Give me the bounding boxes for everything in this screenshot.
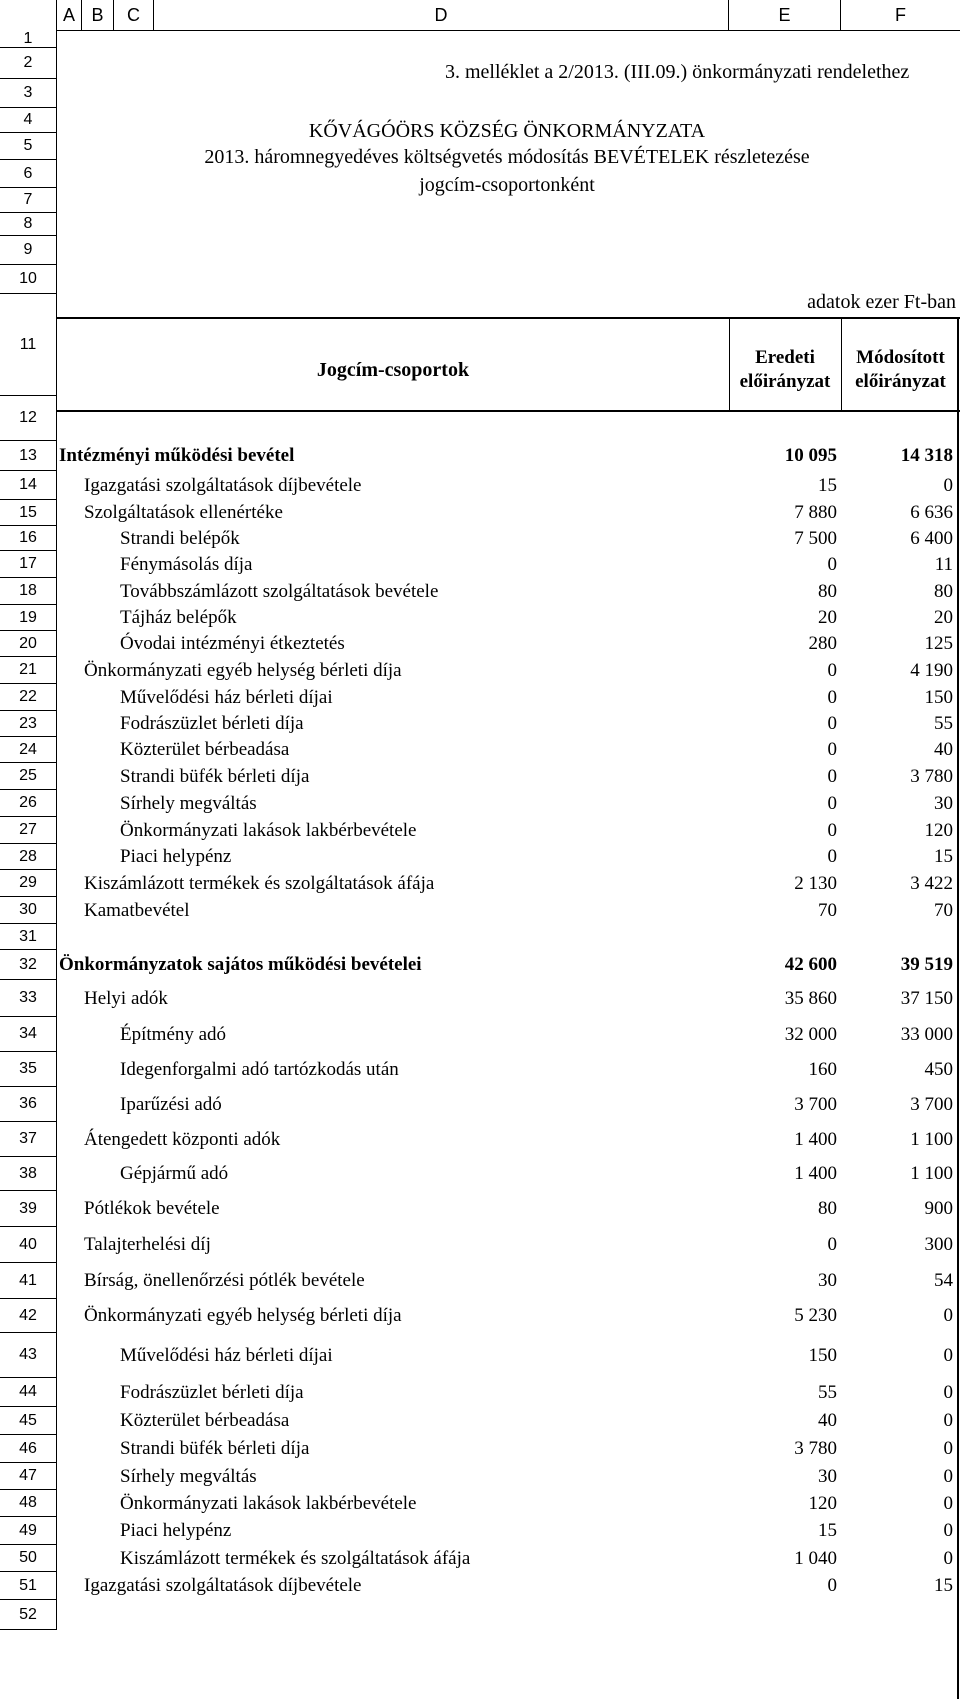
header-divider-f [841, 318, 842, 412]
document-subtitle: jogcím-csoportonként [419, 174, 595, 196]
modified-value[interactable]: 30 [934, 792, 953, 814]
modified-value[interactable]: 125 [924, 633, 953, 654]
modified-value[interactable]: 33 000 [900, 1023, 953, 1045]
original-value[interactable]: 80 [818, 1198, 837, 1219]
row-label[interactable]: Strandi büfék bérleti díja [120, 1438, 310, 1459]
modified-value[interactable]: 6 636 [910, 502, 953, 523]
original-value[interactable]: 80 [818, 580, 837, 602]
organization-title: KŐVÁGÓÖRS KÖZSÉG ÖNKORMÁNYZATA [308, 120, 706, 142]
row-label[interactable]: Intézményi működési bevétel [59, 445, 295, 466]
modified-value[interactable]: 14 318 [900, 445, 953, 466]
row-label[interactable]: Fodrászüzlet bérleti díja [120, 713, 304, 734]
original-value[interactable]: 7 500 [794, 527, 837, 549]
row-label[interactable]: Sírhely megváltás [120, 1465, 257, 1487]
modified-value[interactable]: 70 [934, 899, 953, 921]
row-label[interactable]: Önkormányzati egyéb helység bérleti díja [84, 659, 402, 681]
row-header-3[interactable]: 3 [0, 79, 57, 108]
modified-value[interactable]: 0 [943, 1520, 953, 1541]
original-value[interactable]: 0 [827, 846, 837, 867]
modified-value[interactable]: 3 780 [910, 765, 953, 787]
original-value[interactable]: 2 130 [794, 872, 837, 894]
row-header-20[interactable]: 20 [0, 631, 57, 657]
row-header-36[interactable]: 36 [0, 1087, 57, 1122]
row-header-34[interactable]: 34 [0, 1017, 57, 1052]
modified-value[interactable]: 11 [934, 553, 953, 575]
unit-note: adatok ezer Ft-ban [807, 290, 956, 313]
table-right-border [957, 318, 959, 1699]
original-value[interactable]: 30 [818, 1465, 837, 1487]
modified-value[interactable]: 150 [924, 686, 953, 708]
original-value[interactable]: 150 [808, 1344, 837, 1366]
modified-value[interactable]: 37 150 [900, 987, 953, 1009]
row-header-24[interactable]: 24 [0, 737, 57, 763]
row-header-9[interactable]: 9 [0, 236, 57, 265]
row-label[interactable]: Átengedett központi adók [84, 1128, 281, 1150]
original-value[interactable]: 42 600 [784, 954, 837, 975]
modified-value[interactable]: 900 [924, 1198, 953, 1219]
row-header-5[interactable]: 5 [0, 133, 57, 160]
row-header-47[interactable]: 47 [0, 1463, 57, 1490]
row-header-12[interactable]: 12 [0, 396, 57, 441]
original-value[interactable]: 3 700 [794, 1093, 837, 1115]
modified-value[interactable]: 40 [934, 739, 953, 760]
row-header-22[interactable]: 22 [0, 684, 57, 711]
row-header-4[interactable]: 4 [0, 108, 57, 133]
row-label[interactable]: Fénymásolás díja [120, 553, 253, 575]
select-all-corner[interactable] [0, 0, 57, 30]
modified-value[interactable]: 3 422 [910, 872, 953, 894]
modified-value[interactable]: 15 [934, 1575, 953, 1596]
modified-value[interactable] [841, 924, 957, 950]
modified-value[interactable]: 4 190 [910, 659, 953, 681]
row-label[interactable]: Strandi büfék bérleti díja [120, 765, 310, 787]
modified-value[interactable]: 3 700 [910, 1093, 953, 1115]
row-label[interactable]: Közterület bérbeadása [120, 739, 290, 760]
row-header-39[interactable]: 39 [0, 1191, 57, 1227]
column-title-original-line2: előirányzat [739, 371, 831, 392]
row-header-44[interactable]: 44 [0, 1378, 57, 1407]
row-header-31[interactable]: 31 [0, 924, 57, 950]
modified-value[interactable]: 1 100 [910, 1128, 953, 1150]
row-label[interactable]: Talajterhelési díj [84, 1234, 211, 1255]
column-title-modified-line2: előirányzat [855, 371, 946, 392]
row-label[interactable]: Iparűzési adó [120, 1093, 222, 1115]
original-value[interactable]: 10 095 [784, 445, 837, 466]
original-value[interactable]: 40 [818, 1410, 837, 1431]
row-header-48[interactable]: 48 [0, 1490, 57, 1517]
modified-value[interactable]: 6 400 [910, 527, 953, 549]
row-header-14[interactable]: 14 [0, 471, 57, 500]
row-header-52[interactable]: 52 [0, 1600, 57, 1630]
column-title-modified-line1: Módosított [856, 347, 945, 368]
original-value[interactable]: 70 [818, 899, 837, 921]
row-label[interactable]: Önkormányzatok sajátos működési bevételei [59, 954, 422, 975]
header-divider-e [729, 318, 730, 412]
original-value[interactable]: 0 [827, 659, 837, 681]
modified-value[interactable]: 300 [924, 1234, 953, 1255]
row-label[interactable]: Igazgatási szolgáltatások díjbevétele [84, 1575, 362, 1596]
modified-value[interactable]: 0 [943, 1438, 953, 1459]
column-header-f[interactable]: F [895, 5, 906, 25]
original-value[interactable]: 1 400 [794, 1163, 837, 1184]
row-header-35[interactable]: 35 [0, 1052, 57, 1087]
column-header-d[interactable]: D [154, 0, 729, 30]
row-header-8[interactable]: 8 [0, 213, 57, 236]
row-header-2[interactable]: 2 [0, 48, 57, 79]
modified-value[interactable]: 15 [934, 846, 953, 867]
row-label[interactable]: Piaci helypénz [120, 846, 232, 867]
original-value[interactable]: 30 [818, 1270, 837, 1291]
modified-value[interactable]: 0 [943, 1410, 953, 1431]
row-label[interactable]: Építmény adó [120, 1023, 227, 1045]
row-header-38[interactable]: 38 [0, 1157, 57, 1191]
row-label[interactable]: Óvodai intézményi étkeztetés [120, 633, 345, 654]
original-value[interactable]: 0 [827, 713, 837, 734]
original-value[interactable]: 32 000 [784, 1023, 837, 1045]
original-value[interactable]: 0 [827, 1575, 837, 1596]
row-header-18[interactable]: 18 [0, 578, 57, 605]
original-value[interactable]: 35 860 [784, 987, 837, 1009]
original-value[interactable]: 0 [827, 686, 837, 708]
row-header-1[interactable]: 1 [0, 30, 57, 48]
original-value[interactable]: 280 [808, 633, 837, 654]
document-title: 2013. háromnegyedéves költségvetés módosítás BEVÉTELEK részletezése [204, 146, 810, 168]
row-header-41[interactable]: 41 [0, 1263, 57, 1299]
row-header-42[interactable]: 42 [0, 1299, 57, 1333]
row-header-10[interactable]: 10 [0, 265, 57, 294]
column-header-a[interactable]: A [57, 0, 82, 30]
column-header-c[interactable]: C [114, 0, 154, 30]
row-label[interactable]: Továbbszámlázott szolgáltatások bevétele [120, 580, 439, 602]
row-header-40[interactable]: 40 [0, 1227, 57, 1263]
row-label[interactable]: Szolgáltatások ellenértéke [84, 502, 283, 523]
modified-value[interactable]: 0 [943, 1381, 953, 1403]
column-title-original-line1: Eredeti [755, 347, 815, 368]
original-value[interactable]: 0 [827, 739, 837, 760]
header-bottom-border [57, 410, 960, 412]
row-label[interactable]: Helyi adók [84, 987, 168, 1009]
original-value[interactable]: 5 230 [794, 1305, 837, 1326]
row-label[interactable]: Művelődési ház bérleti díjai [120, 1344, 333, 1366]
modified-value[interactable]: 0 [943, 1344, 953, 1366]
original-value[interactable]: 120 [808, 1492, 837, 1514]
original-value[interactable]: 1 400 [794, 1128, 837, 1150]
row-header-27[interactable]: 27 [0, 817, 57, 844]
modified-value[interactable]: 0 [943, 1305, 953, 1326]
row-label[interactable]: Bírság, önellenőrzési pótlék bevétele [84, 1270, 365, 1291]
modified-value[interactable]: 0 [943, 474, 953, 496]
row-label[interactable]: Strandi belépők [120, 527, 240, 549]
row-label[interactable]: Önkormányzati lakások lakbérbevétele [120, 1492, 417, 1514]
row-header-13[interactable]: 13 [0, 441, 57, 471]
row-header-17[interactable]: 17 [0, 551, 57, 578]
row-header-16[interactable]: 16 [0, 526, 57, 551]
original-value[interactable]: 0 [827, 792, 837, 814]
row-header-26[interactable]: 26 [0, 790, 57, 817]
row-header-28[interactable]: 28 [0, 844, 57, 870]
row-label[interactable]: Közterület bérbeadása [120, 1410, 290, 1431]
modified-value[interactable]: 1 100 [910, 1163, 953, 1184]
original-value[interactable]: 15 [818, 474, 837, 496]
original-value[interactable]: 0 [827, 819, 837, 841]
row-header-45[interactable]: 45 [0, 1407, 57, 1435]
row-header-33[interactable]: 33 [0, 980, 57, 1017]
row-header-43[interactable]: 43 [0, 1333, 57, 1378]
row-header-50[interactable]: 50 [0, 1545, 57, 1572]
row-header-23[interactable]: 23 [0, 711, 57, 737]
column-title-modified [841, 346, 960, 394]
row-label[interactable]: Piaci helypénz [120, 1520, 232, 1541]
row-header-21[interactable]: 21 [0, 657, 57, 684]
original-value[interactable]: 3 780 [794, 1438, 837, 1459]
original-value[interactable]: 20 [818, 607, 837, 628]
original-value[interactable]: 1 040 [794, 1547, 837, 1569]
row-header-49[interactable]: 49 [0, 1517, 57, 1545]
row-header-19[interactable]: 19 [0, 605, 57, 631]
row-header-11[interactable]: 11 [0, 294, 57, 396]
original-value[interactable]: 0 [827, 1234, 837, 1255]
row-label[interactable]: Pótlékok bevétele [84, 1198, 220, 1219]
row-label[interactable]: Kiszámlázott termékek és szolgáltatások áfája [84, 872, 435, 894]
row-header-37[interactable]: 37 [0, 1122, 57, 1157]
row-header-29[interactable]: 29 [0, 870, 57, 897]
original-value[interactable]: 160 [808, 1058, 837, 1080]
modified-value[interactable]: 20 [934, 607, 953, 628]
row-label[interactable]: Idegenforgalmi adó tartózkodás után [120, 1058, 399, 1080]
modified-value[interactable]: 0 [943, 1492, 953, 1514]
row-header-51[interactable]: 51 [0, 1572, 57, 1600]
original-value[interactable] [729, 924, 841, 950]
row-header-7[interactable]: 7 [0, 188, 57, 213]
row-header-25[interactable]: 25 [0, 763, 57, 790]
row-label[interactable]: Fodrászüzlet bérleti díja [120, 1381, 304, 1403]
original-value[interactable]: 0 [827, 553, 837, 575]
column-title-category: Jogcím-csoportok [316, 359, 470, 381]
column-header-b[interactable]: B [82, 0, 114, 30]
row-label[interactable]: Kamatbevétel [84, 899, 190, 921]
row-label[interactable]: Önkormányzati lakások lakbérbevétele [120, 819, 417, 841]
original-value[interactable]: 15 [818, 1520, 837, 1541]
row-header-6[interactable]: 6 [0, 160, 57, 188]
column-header-e[interactable]: E [729, 0, 841, 30]
column-title-original [729, 346, 841, 394]
row-header-30[interactable]: 30 [0, 897, 57, 924]
modified-value[interactable]: 450 [924, 1058, 953, 1080]
row-label[interactable]: Önkormányzati egyéb helység bérleti díja [84, 1305, 402, 1326]
row-label[interactable]: Tájház belépők [120, 607, 237, 628]
row-label[interactable]: Gépjármű adó [120, 1163, 229, 1184]
annex-note: 3. melléklet a 2/2013. (III.09.) önkormányzati rendelethez [445, 60, 910, 83]
row-label[interactable]: Művelődési ház bérleti díjai [120, 686, 333, 708]
row-label[interactable]: Kiszámlázott termékek és szolgáltatások áfája [120, 1547, 471, 1569]
row-label[interactable]: Sírhely megváltás [120, 792, 257, 814]
modified-value[interactable]: 54 [934, 1270, 953, 1291]
row-label[interactable]: Igazgatási szolgáltatások díjbevétele [84, 474, 362, 496]
modified-value[interactable]: 120 [924, 819, 953, 841]
original-value[interactable]: 55 [818, 1381, 837, 1403]
row-header-46[interactable]: 46 [0, 1435, 57, 1463]
modified-value[interactable]: 55 [934, 713, 953, 734]
table-top-border [57, 317, 960, 319]
original-value[interactable]: 7 880 [794, 502, 837, 523]
row-header-15[interactable]: 15 [0, 500, 57, 526]
modified-value[interactable]: 39 519 [900, 954, 953, 975]
modified-value[interactable]: 0 [943, 1547, 953, 1569]
modified-value[interactable]: 80 [934, 580, 953, 602]
column-header-bar [0, 0, 960, 31]
row-header-32[interactable]: 32 [0, 950, 57, 980]
original-value[interactable]: 0 [827, 765, 837, 787]
modified-value[interactable]: 0 [943, 1465, 953, 1487]
